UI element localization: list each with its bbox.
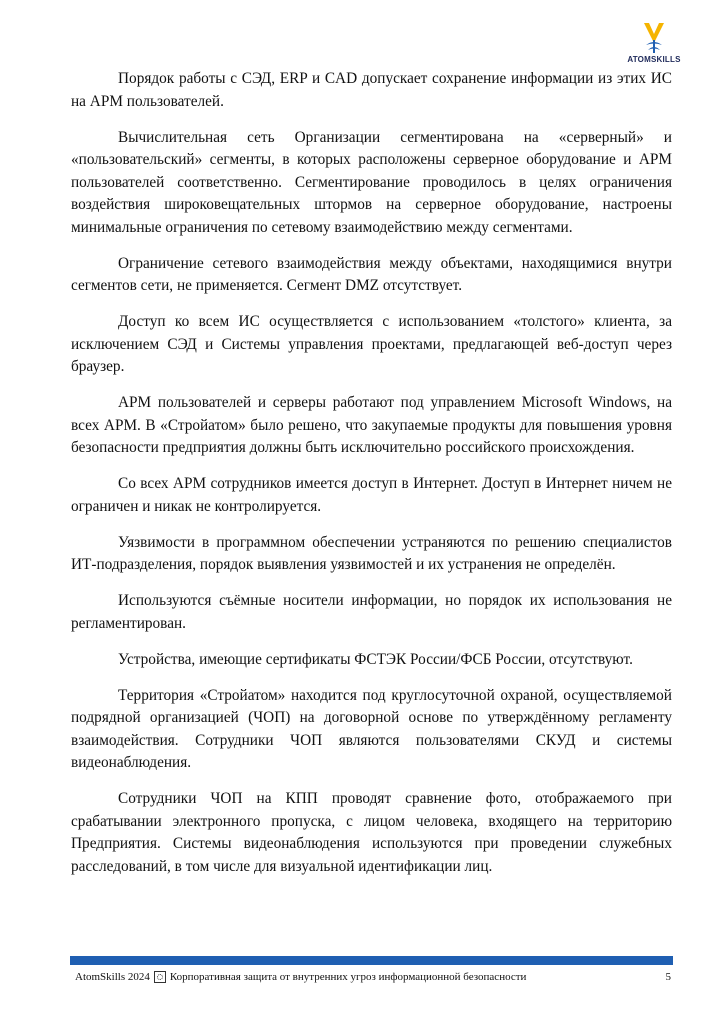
paragraph: Вычислительная сеть Организации сегментирована на «серверный» и «пользовательский» сегменты, в которых расположены серверное оборудование и АРМ пользователей соответственно. Сегментирование проводилось в целях ограничения воздействия широковещательных штормов на серверное оборудование, настроены минимальные ограничения по сетевому взаимодействию между сегментами. — [71, 128, 672, 236]
paragraph: АРМ пользователей и серверы работают под управлением Microsoft Windows, на всех АРМ. В «Стройатом» было решено, что закупаемые продукты для повышения уровня безопасности предприятия должны быть исключительно российского происхождения. — [71, 394, 672, 456]
page-footer — [75, 967, 671, 987]
paragraph: Порядок работы с СЭД, ERP и CAD допускает сохранение информации из этих ИС на АРМ пользователей. — [71, 70, 672, 110]
footer-title: Корпоративная защита от внутренних угроз информационной безопасности — [169, 971, 527, 983]
paragraph: Используются съёмные носители информации, но порядок их использования не регламентирован. — [71, 592, 672, 632]
page-number: 5 — [665, 971, 671, 983]
atomskills-logo — [624, 22, 684, 66]
footer-bar — [70, 956, 673, 965]
paragraph: Ограничение сетевого взаимодействия между объектами, находящимися внутри сегментов сети, не применяется. Сегмент DMZ отсутствует. — [71, 254, 672, 294]
footer-emblem-icon — [154, 971, 166, 983]
paragraph: Со всех АРМ сотрудников имеется доступ в Интернет. Доступ в Интернет ничем не ограничен и никак не контролируется. — [71, 475, 672, 515]
logo-text: ATOMSKILLS — [627, 55, 681, 64]
paragraph: Сотрудники ЧОП на КПП проводят сравнение фото, отображаемого при срабатывании электронного пропуска, с лицом человека, входящего на территорию Предприятия. Системы видеонаблюдения используются при проведении служебных расследований, в том числе для визуальной идентификации лиц. — [71, 790, 672, 875]
paragraph: Уязвимости в программном обеспечении устраняются по решению специалистов ИТ-подразделения, порядок выявления уязвимостей и их устранения не определён. — [71, 533, 672, 573]
document-body — [71, 68, 672, 892]
paragraph: Устройства, имеющие сертификаты ФСТЭК России/ФСБ России, отсутствуют. — [118, 650, 633, 668]
paragraph: Территория «Стройатом» находится под круглосуточной охраной, осуществляемой подрядной организацией (ЧОП) на договорной основе по утверждённому регламенту взаимодействия. Сотрудники ЧОП являются пользователями СКУД и системы видеонаблюдения. — [71, 686, 672, 771]
atomskills-emblem-icon — [643, 22, 665, 54]
footer-org: AtomSkills 2024 — [75, 971, 150, 983]
paragraph: Доступ ко всем ИС осуществляется с использованием «толстого» клиента, за исключением СЭД и Системы управления проектами, предлагающей веб-доступ через браузер. — [71, 313, 672, 375]
